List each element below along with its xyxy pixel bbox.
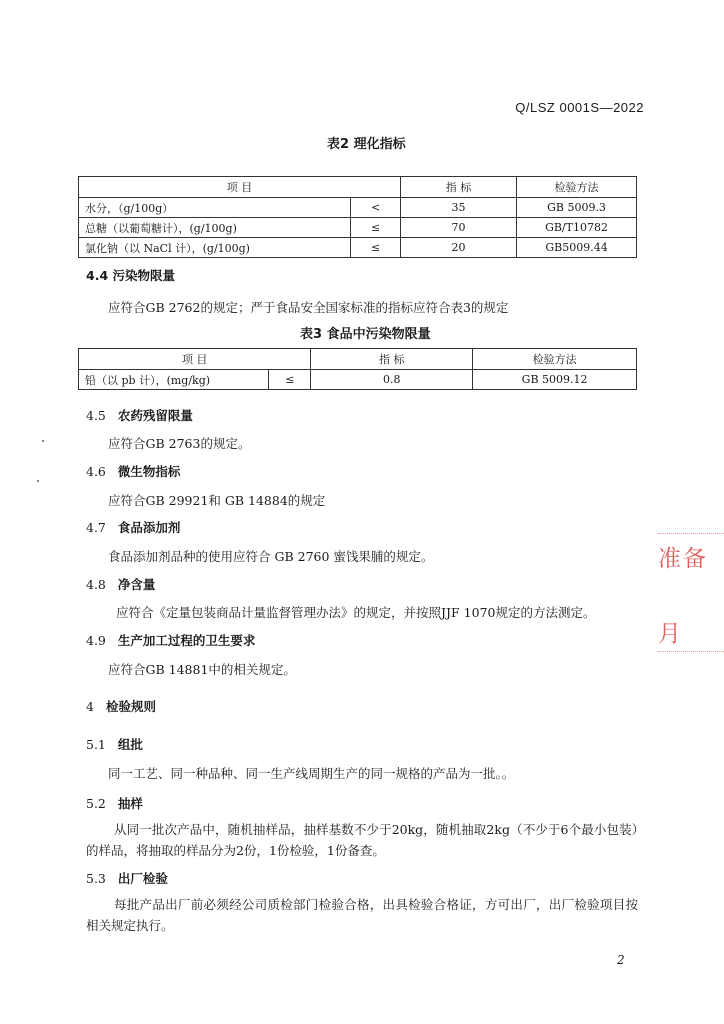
stamp-text-2: 月 <box>658 621 681 647</box>
rule-number: 5.1 <box>86 737 106 752</box>
stamp-text-1: 准备 <box>658 546 708 572</box>
stamp-border <box>658 651 724 652</box>
table-row <box>79 238 637 258</box>
cell-item: 氯化钠（以 NaCl 计），(g/100g) <box>79 238 351 258</box>
cell-op: ≤ <box>351 218 401 238</box>
section-title: 食品添加剂 <box>117 520 181 535</box>
table3-title: 表3 食品中污染物限量 <box>300 327 431 342</box>
cell-method: GB 5009.3 <box>517 198 637 218</box>
table-row <box>79 198 637 218</box>
section-text: 应符合GB 14881中的相关规定。 <box>108 662 296 677</box>
table-row <box>79 370 637 390</box>
section-heading <box>86 575 155 593</box>
header-index: 指 标 <box>400 177 516 198</box>
cell-value: 0.8 <box>311 370 473 390</box>
chapter-heading <box>86 697 156 715</box>
cell-value: 70 <box>400 218 516 238</box>
rule-heading <box>86 794 143 812</box>
section-title: 生产加工过程的卫生要求 <box>117 633 256 648</box>
chapter-title: 检验规则 <box>105 699 156 714</box>
section-heading <box>86 518 180 536</box>
rule-heading <box>86 735 143 753</box>
section-title: 微生物指标 <box>117 464 181 479</box>
header-item: 项 目 <box>79 177 401 198</box>
cell-item: 总糖（以葡萄糖计），(g/100g) <box>79 218 351 238</box>
rule-text: 从同一批次产品中，随机抽样品，抽样基数不少于20kg，随机抽取2kg（不少于6个最小包装）的样品，将抽取的样品分为2份，1份检验，1份备查。 <box>86 822 638 858</box>
scan-speck <box>37 480 39 482</box>
table-row <box>79 218 637 238</box>
standard-number: Q/LSZ 0001S—2022 <box>515 100 644 115</box>
header-index: 指 标 <box>311 349 473 370</box>
rule-title: 组批 <box>117 737 143 752</box>
rule-title: 抽样 <box>117 796 143 811</box>
header-method: 检验方法 <box>517 177 637 198</box>
section-text: 应符合GB 29921和 GB 14884的规定 <box>108 493 326 508</box>
cell-op: < <box>351 198 401 218</box>
section-number: 4.6 <box>86 464 106 479</box>
cell-value: 20 <box>400 238 516 258</box>
section-text: 应符合GB 2763的规定。 <box>108 436 251 451</box>
page-number: 2 <box>617 953 625 967</box>
section-4-4-text: 应符合GB 2762的规定；严于食品安全国家标准的指标应符合表3的规定 <box>108 300 509 315</box>
section-number: 4.9 <box>86 633 106 648</box>
rule-title: 出厂检验 <box>117 871 168 886</box>
section-text: 食品添加剂品种的使用应符合 GB 2760 蜜饯果脯的规定。 <box>108 549 434 564</box>
rule-number: 5.3 <box>86 871 106 886</box>
cell-item: 铅（以 pb 计），(mg/kg) <box>79 370 269 390</box>
table-header-row <box>79 349 637 370</box>
section-heading <box>86 406 193 424</box>
rule-text: 每批产品出厂前必须经公司质检部门检验合格，出具检验合格证，方可出厂，出厂检验项目按相关规定执行。 <box>86 897 638 933</box>
table3 <box>78 348 637 390</box>
cell-method: GB5009.44 <box>517 238 637 258</box>
section-4-4-heading: 4.4 污染物限量 <box>86 268 175 283</box>
cell-op: ≤ <box>351 238 401 258</box>
section-number: 4.8 <box>86 577 106 592</box>
section-text: 应符合《定量包装商品计量监督管理办法》的规定，并按照JJF 1070规定的方法测定。 <box>116 605 596 620</box>
table2-title: 表2 理化指标 <box>327 137 406 152</box>
rule-text: 同一工艺、同一种品种、同一生产线周期生产的同一规格的产品为一批。。 <box>108 766 515 781</box>
stamp-border <box>658 533 724 534</box>
table2 <box>78 176 637 258</box>
cell-op: ≤ <box>269 370 311 390</box>
section-number: 4.5 <box>86 408 106 423</box>
header-method: 检验方法 <box>473 349 637 370</box>
cell-method: GB 5009.12 <box>473 370 637 390</box>
section-number: 4.7 <box>86 520 106 535</box>
rule-number: 5.2 <box>86 796 106 811</box>
header-item: 项 目 <box>79 349 311 370</box>
section-title: 净含量 <box>117 577 156 592</box>
chapter-number: 4 <box>86 699 94 714</box>
table-header-row <box>79 177 637 198</box>
cell-value: 35 <box>400 198 516 218</box>
cell-method: GB/T10782 <box>517 218 637 238</box>
cell-item: 水分，（g/100g） <box>79 198 351 218</box>
section-heading <box>86 631 255 649</box>
rule-heading <box>86 869 168 887</box>
section-title: 农药残留限量 <box>117 408 193 423</box>
section-heading <box>86 462 180 480</box>
scan-speck <box>42 440 44 442</box>
